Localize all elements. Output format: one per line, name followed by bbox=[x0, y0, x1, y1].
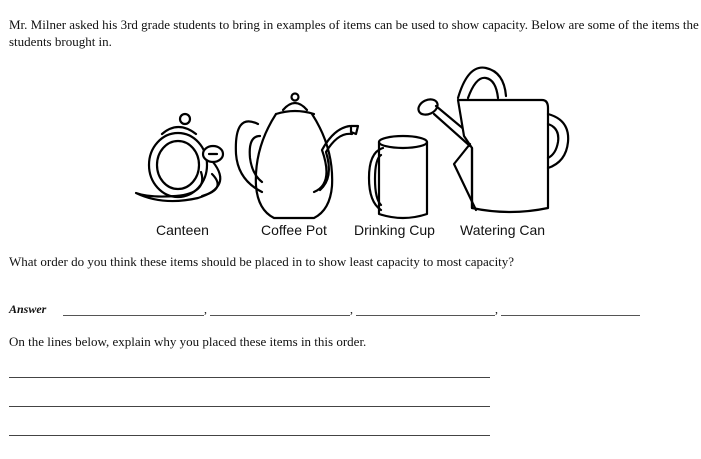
intro-text: Mr. Milner asked his 3rd grade students to bring in examples of items can be used to show capacity. Below are some of the items the students brought in. bbox=[9, 17, 699, 49]
canteen-icon bbox=[136, 114, 223, 201]
capacity-items-illustration bbox=[130, 62, 580, 222]
label-drinking-cup: Drinking Cup bbox=[354, 222, 435, 238]
answer-blank-2[interactable] bbox=[210, 315, 350, 316]
explain-prompt: On the lines below, explain why you placed these items in this order. bbox=[9, 334, 367, 349]
answer-comma-2: , bbox=[350, 302, 353, 316]
label-coffee-pot: Coffee Pot bbox=[261, 222, 327, 238]
watering-can-icon bbox=[416, 68, 568, 212]
answer-blank-1[interactable] bbox=[63, 315, 204, 316]
label-watering-can: Watering Can bbox=[460, 222, 546, 238]
answer-comma-3: , bbox=[495, 302, 498, 316]
answer-comma-1: , bbox=[204, 302, 207, 316]
coffee-pot-icon bbox=[236, 94, 358, 219]
explanation-line-3[interactable] bbox=[9, 435, 490, 436]
drinking-cup-icon bbox=[369, 136, 427, 218]
answer-label: Answer bbox=[9, 302, 47, 316]
answer-blank-4[interactable] bbox=[501, 315, 640, 316]
explanation-line-2[interactable] bbox=[9, 406, 490, 407]
explanation-line-1[interactable] bbox=[9, 377, 490, 378]
answer-blank-3[interactable] bbox=[356, 315, 495, 316]
label-canteen: Canteen bbox=[156, 222, 209, 238]
question-text: What order do you think these items should be placed in to show least capacity to most capacity? bbox=[9, 254, 515, 269]
